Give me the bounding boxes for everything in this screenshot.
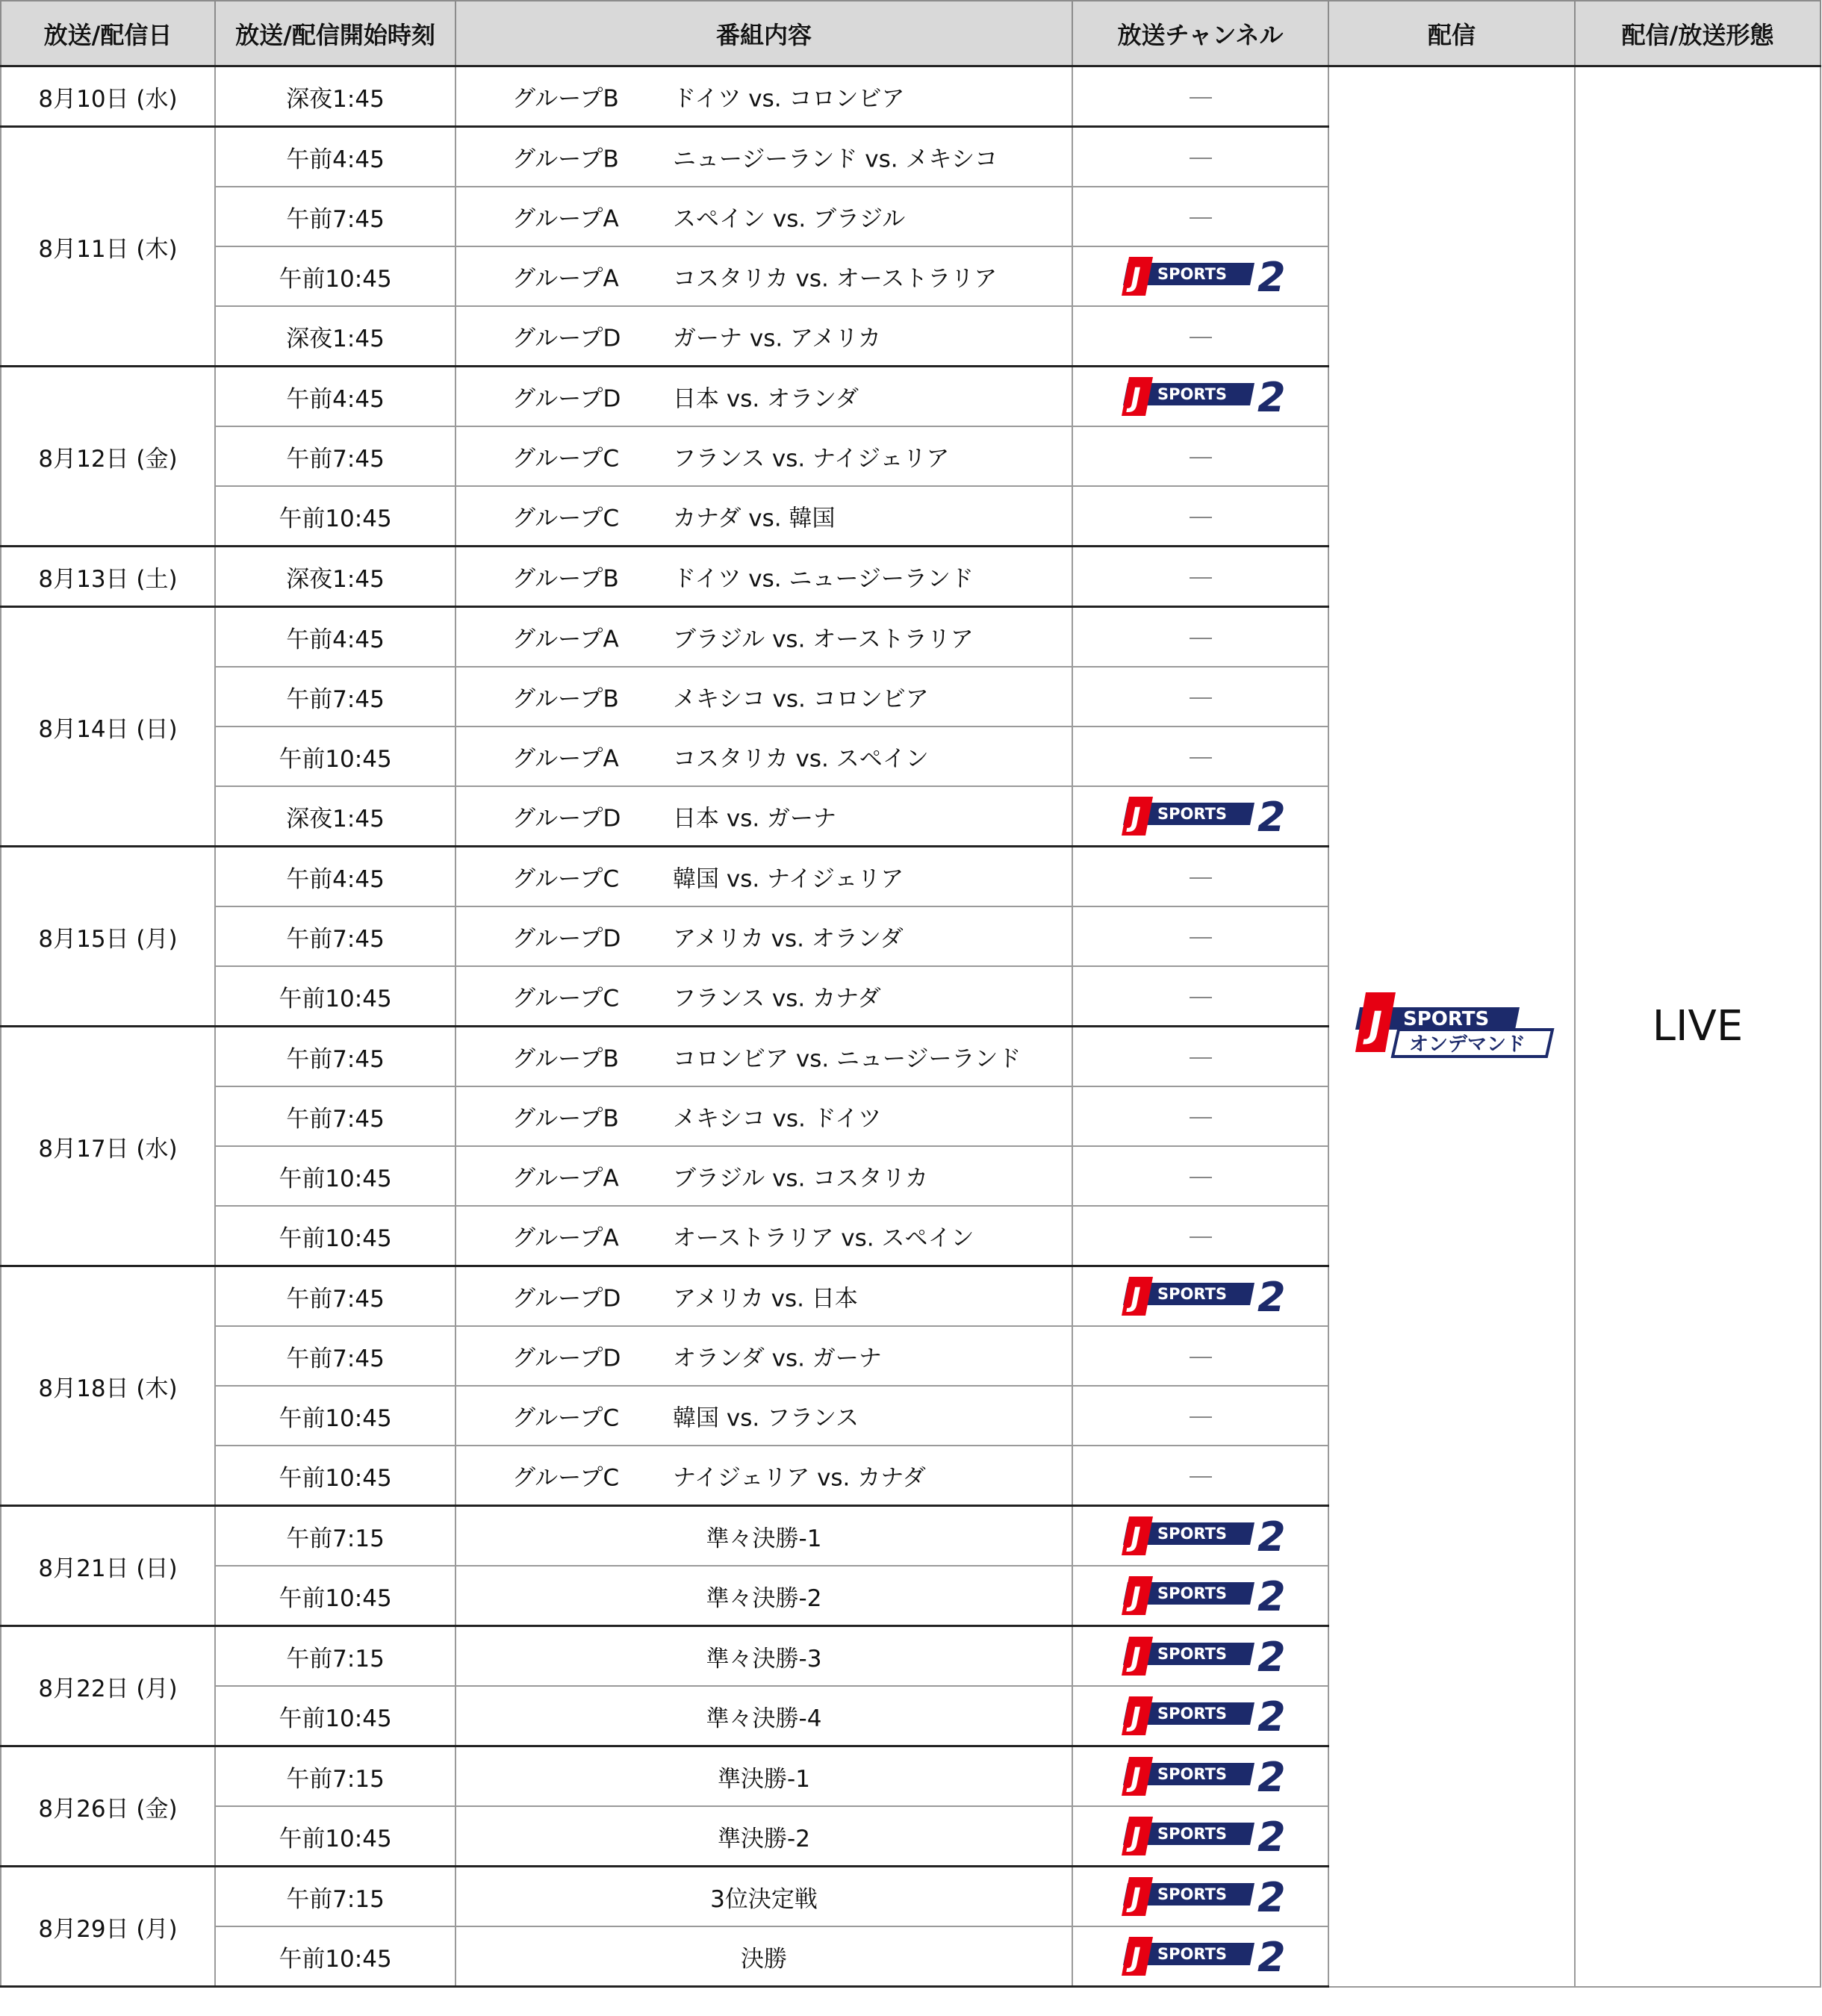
broadcast-date: 8月12日 (金) [1,367,215,547]
header-date: 放送/配信日 [1,1,215,66]
program-cell [456,1326,1072,1386]
j-sports-2-logo-icon [1111,1575,1290,1617]
program-cell [456,306,1072,367]
live-label: LIVE [1652,1002,1744,1051]
group-label: グループB [512,685,619,713]
program-cell [456,906,1072,966]
program-cell [456,187,1072,246]
not-broadcast-dash [1190,937,1212,939]
start-time: 深夜1:45 [215,66,456,127]
channel-cell [1072,1566,1328,1626]
svg-text:SPORTS: SPORTS [1157,1645,1227,1663]
channel-cell [1072,367,1328,427]
start-time: 午前7:15 [215,1746,456,1807]
channel-cell [1072,1326,1328,1386]
channel-cell [1072,66,1328,127]
header-channel: 放送チャンネル [1072,1,1328,66]
match-label: ナイジェリア vs. カナダ [673,1464,926,1492]
start-time: 午前4:45 [215,127,456,187]
broadcast-date: 8月11日 (木) [1,127,215,367]
svg-text:2: 2 [1257,1815,1286,1857]
svg-text:J: J [1130,1283,1141,1313]
channel-cell [1072,667,1328,727]
group-label: グループD [512,1285,621,1313]
match-label: ブラジル vs. コスタリカ [673,1165,928,1192]
group-label: グループA [512,626,619,653]
channel-cell [1072,727,1328,786]
group-label: グループA [512,205,619,233]
channel-cell [1072,1746,1328,1807]
svg-text:2: 2 [1257,795,1286,837]
group-label: グループC [512,865,620,893]
program-cell [456,486,1072,547]
match-label: コスタリカ vs. スペイン [673,745,929,773]
svg-text:J: J [1130,803,1141,833]
not-broadcast-dash [1190,217,1212,219]
start-time: 午前7:45 [215,667,456,727]
not-broadcast-dash [1190,997,1212,998]
program-cell [456,727,1072,786]
svg-text:SPORTS: SPORTS [1403,1007,1490,1030]
match-label: 韓国 vs. フランス [673,1404,859,1432]
group-label: グループB [512,85,619,113]
start-time: 午前10:45 [215,1146,456,1206]
channel-cell [1072,1867,1328,1927]
svg-text:J: J [1130,1823,1141,1853]
start-time: 午前10:45 [215,1386,456,1446]
program-cell [456,66,1072,127]
not-broadcast-dash [1190,97,1212,99]
channel-cell [1072,187,1328,246]
header-program: 番組内容 [456,1,1072,66]
not-broadcast-dash [1190,1057,1212,1059]
svg-text:2: 2 [1257,1515,1286,1557]
channel-cell [1072,1686,1328,1746]
match-label: 3位決定戦 [710,1885,818,1913]
group-label: グループD [512,925,621,953]
header-time: 放送/配信開始時刻 [215,1,456,66]
broadcast-date: 8月15日 (月) [1,847,215,1027]
match-label: フランス vs. カナダ [673,985,881,1012]
match-label: ガーナ vs. アメリカ [673,325,881,352]
not-broadcast-dash [1190,1357,1212,1358]
svg-text:2: 2 [1257,255,1286,297]
program-cell [456,246,1072,306]
match-label: メキシコ vs. コロンビア [673,685,929,713]
group-label: グループC [512,985,620,1012]
match-label: 韓国 vs. ナイジェリア [673,865,904,893]
channel-cell [1072,1626,1328,1687]
svg-text:SPORTS: SPORTS [1157,265,1227,283]
channel-cell [1072,127,1328,187]
not-broadcast-dash [1190,337,1212,338]
svg-text:2: 2 [1257,1876,1286,1917]
j-sports-2-logo-icon [1111,255,1290,297]
start-time: 午前7:45 [215,1086,456,1146]
match-label: メキシコ vs. ドイツ [673,1105,882,1133]
svg-text:J: J [1130,263,1141,293]
channel-cell [1072,1926,1328,1987]
program-cell [456,1086,1072,1146]
match-label: 準々決勝-4 [706,1705,822,1732]
svg-text:J: J [1130,1582,1141,1613]
svg-text:SPORTS: SPORTS [1157,1285,1227,1303]
svg-text:SPORTS: SPORTS [1157,1705,1227,1723]
svg-text:J: J [1130,1702,1141,1733]
group-label: グループB [512,146,619,173]
program-cell [456,1686,1072,1746]
svg-text:2: 2 [1257,1935,1286,1977]
svg-text:SPORTS: SPORTS [1157,805,1227,823]
match-label: アメリカ vs. オランダ [673,925,904,953]
j-sports-2-logo-icon [1111,1695,1290,1737]
match-label: 準々決勝-3 [706,1645,822,1673]
start-time: 午前7:45 [215,187,456,246]
mode-cell [1575,66,1821,1987]
not-broadcast-dash [1190,1476,1212,1478]
group-label: グループA [512,745,619,773]
svg-text:J: J [1369,1004,1382,1046]
start-time: 深夜1:45 [215,306,456,367]
header-stream: 配信 [1328,1,1575,66]
not-broadcast-dash [1190,1236,1212,1238]
program-cell [456,1266,1072,1327]
svg-text:SPORTS: SPORTS [1157,1885,1227,1903]
program-cell [456,1446,1072,1506]
match-label: カナダ vs. 韓国 [673,505,836,532]
match-label: 決勝 [741,1945,787,1973]
start-time: 午前7:45 [215,1027,456,1087]
svg-text:2: 2 [1257,1275,1286,1317]
channel-cell [1072,1506,1328,1567]
svg-text:J: J [1130,1943,1141,1973]
start-time: 午前10:45 [215,1566,456,1626]
start-time: 午前7:15 [215,1867,456,1927]
not-broadcast-dash [1190,1177,1212,1178]
table-row [1,66,1821,127]
program-cell [456,1867,1072,1927]
group-label: グループD [512,325,621,352]
broadcast-date: 8月10日 (水) [1,66,215,127]
match-label: コスタリカ vs. オーストラリア [673,265,998,293]
group-label: グループA [512,1165,619,1192]
group-label: グループB [512,565,619,593]
start-time: 午前10:45 [215,727,456,786]
not-broadcast-dash [1190,697,1212,699]
channel-cell [1072,1386,1328,1446]
program-cell [456,847,1072,907]
match-label: ドイツ vs. ニュージーランド [673,565,974,593]
channel-cell [1072,486,1328,547]
program-cell [456,1806,1072,1867]
channel-cell [1072,1146,1328,1206]
svg-text:SPORTS: SPORTS [1157,385,1227,403]
svg-text:オンデマンド: オンデマンド [1409,1033,1526,1056]
j-sports-2-logo-icon [1111,1755,1290,1797]
start-time: 午前4:45 [215,367,456,427]
channel-cell [1072,966,1328,1027]
broadcast-date: 8月14日 (日) [1,607,215,847]
match-label: アメリカ vs. 日本 [673,1285,858,1313]
not-broadcast-dash [1190,1416,1212,1418]
match-label: フランス vs. ナイジェリア [673,445,950,473]
group-label: グループA [512,1225,619,1252]
start-time: 午前4:45 [215,847,456,907]
svg-text:2: 2 [1257,1635,1286,1677]
group-label: グループC [512,1464,620,1492]
svg-text:2: 2 [1257,1755,1286,1797]
group-label: グループC [512,505,620,532]
start-time: 深夜1:45 [215,786,456,847]
program-cell [456,786,1072,847]
match-label: 準決勝-2 [718,1825,810,1852]
not-broadcast-dash [1190,457,1212,458]
program-cell [456,1206,1072,1266]
channel-cell [1072,547,1328,607]
not-broadcast-dash [1190,577,1212,579]
j-sports-2-logo-icon [1111,795,1290,837]
start-time: 午前7:45 [215,1266,456,1327]
broadcast-date: 8月22日 (月) [1,1626,215,1746]
start-time: 午前10:45 [215,1806,456,1867]
match-label: 日本 vs. ガーナ [673,805,837,833]
channel-cell [1072,1266,1328,1327]
channel-cell [1072,1027,1328,1087]
channel-cell [1072,1086,1328,1146]
schedule-body [1,66,1821,1987]
start-time: 午前7:45 [215,426,456,486]
svg-text:2: 2 [1257,1695,1286,1737]
start-time: 午前10:45 [215,486,456,547]
start-time: 午前10:45 [215,1686,456,1746]
group-label: グループC [512,1404,620,1432]
j-sports-2-logo-icon [1111,1515,1290,1557]
j-sports-2-logo-icon [1111,1275,1290,1317]
channel-cell [1072,1806,1328,1867]
j-sports-2-logo-icon [1111,1935,1290,1977]
start-time: 午前7:45 [215,906,456,966]
group-label: グループD [512,1345,621,1372]
start-time: 午前7:45 [215,1326,456,1386]
start-time: 深夜1:45 [215,547,456,607]
channel-cell [1072,1446,1328,1506]
svg-text:SPORTS: SPORTS [1157,1584,1227,1602]
j-sports-2-logo-icon [1111,1635,1290,1677]
program-cell [456,426,1072,486]
channel-cell [1072,786,1328,847]
broadcast-date: 8月18日 (木) [1,1266,215,1506]
start-time: 午前10:45 [215,246,456,306]
channel-cell [1072,906,1328,966]
stream-cell [1328,66,1575,1987]
j-sports-2-logo-icon [1111,376,1290,417]
group-label: グループB [512,1045,619,1073]
group-label: グループD [512,385,621,413]
program-cell [456,1027,1072,1087]
not-broadcast-dash [1190,1117,1212,1119]
match-label: 準決勝-1 [718,1765,810,1793]
program-cell [456,607,1072,668]
channel-cell [1072,306,1328,367]
match-label: 準々決勝-1 [706,1525,822,1552]
match-label: オランダ vs. ガーナ [673,1345,882,1372]
group-label: グループB [512,1105,619,1133]
svg-text:2: 2 [1257,376,1286,417]
program-cell [456,547,1072,607]
program-cell [456,1926,1072,1987]
program-cell [456,1146,1072,1206]
program-cell [456,1566,1072,1626]
program-cell [456,1626,1072,1687]
start-time: 午前7:15 [215,1506,456,1567]
svg-text:J: J [1130,1643,1141,1673]
svg-text:SPORTS: SPORTS [1157,1765,1227,1783]
svg-text:SPORTS: SPORTS [1157,1525,1227,1543]
program-cell [456,966,1072,1027]
svg-text:J: J [1130,1763,1141,1793]
header-row [1,1,1821,66]
channel-cell [1072,246,1328,306]
group-label: グループD [512,805,621,833]
match-label: ドイツ vs. コロンビア [673,85,905,113]
start-time: 午前10:45 [215,1446,456,1506]
broadcast-date: 8月17日 (水) [1,1027,215,1266]
channel-cell [1072,426,1328,486]
j-sports-2-logo-icon [1111,1876,1290,1917]
channel-cell [1072,847,1328,907]
broadcast-date: 8月13日 (土) [1,547,215,607]
program-cell [456,367,1072,427]
not-broadcast-dash [1190,877,1212,879]
program-cell [456,1506,1072,1567]
program-cell [456,667,1072,727]
start-time: 午前7:15 [215,1626,456,1687]
match-label: 準々決勝-2 [706,1584,822,1612]
j-sports-2-logo-icon [1111,1815,1290,1857]
svg-text:J: J [1130,1522,1141,1553]
channel-cell [1072,1206,1328,1266]
channel-cell [1072,607,1328,668]
program-cell [456,1746,1072,1807]
svg-text:J: J [1130,1883,1141,1914]
group-label: グループC [512,445,620,473]
start-time: 午前10:45 [215,1206,456,1266]
program-cell [456,127,1072,187]
svg-text:2: 2 [1257,1575,1286,1617]
header-mode: 配信/放送形態 [1575,1,1821,66]
not-broadcast-dash [1190,757,1212,759]
match-label: 日本 vs. オランダ [673,385,859,413]
match-label: ブラジル vs. オーストラリア [673,626,974,653]
j-sports-ondemand-logo-icon [1343,989,1560,1064]
group-label: グループA [512,265,619,293]
svg-text:J: J [1130,383,1141,414]
not-broadcast-dash [1190,158,1212,159]
start-time: 午前4:45 [215,607,456,668]
broadcast-date: 8月26日 (金) [1,1746,215,1867]
match-label: ニュージーランド vs. メキシコ [673,146,998,173]
not-broadcast-dash [1190,638,1212,639]
start-time: 午前10:45 [215,1926,456,1987]
start-time: 午前10:45 [215,966,456,1027]
broadcast-date: 8月21日 (日) [1,1506,215,1626]
match-label: オーストラリア vs. スペイン [673,1225,974,1252]
svg-text:SPORTS: SPORTS [1157,1825,1227,1843]
broadcast-date: 8月29日 (月) [1,1867,215,1987]
match-label: コロンビア vs. ニュージーランド [673,1045,1022,1073]
program-cell [456,1386,1072,1446]
match-label: スペイン vs. ブラジル [673,205,906,233]
svg-text:SPORTS: SPORTS [1157,1945,1227,1963]
not-broadcast-dash [1190,517,1212,518]
